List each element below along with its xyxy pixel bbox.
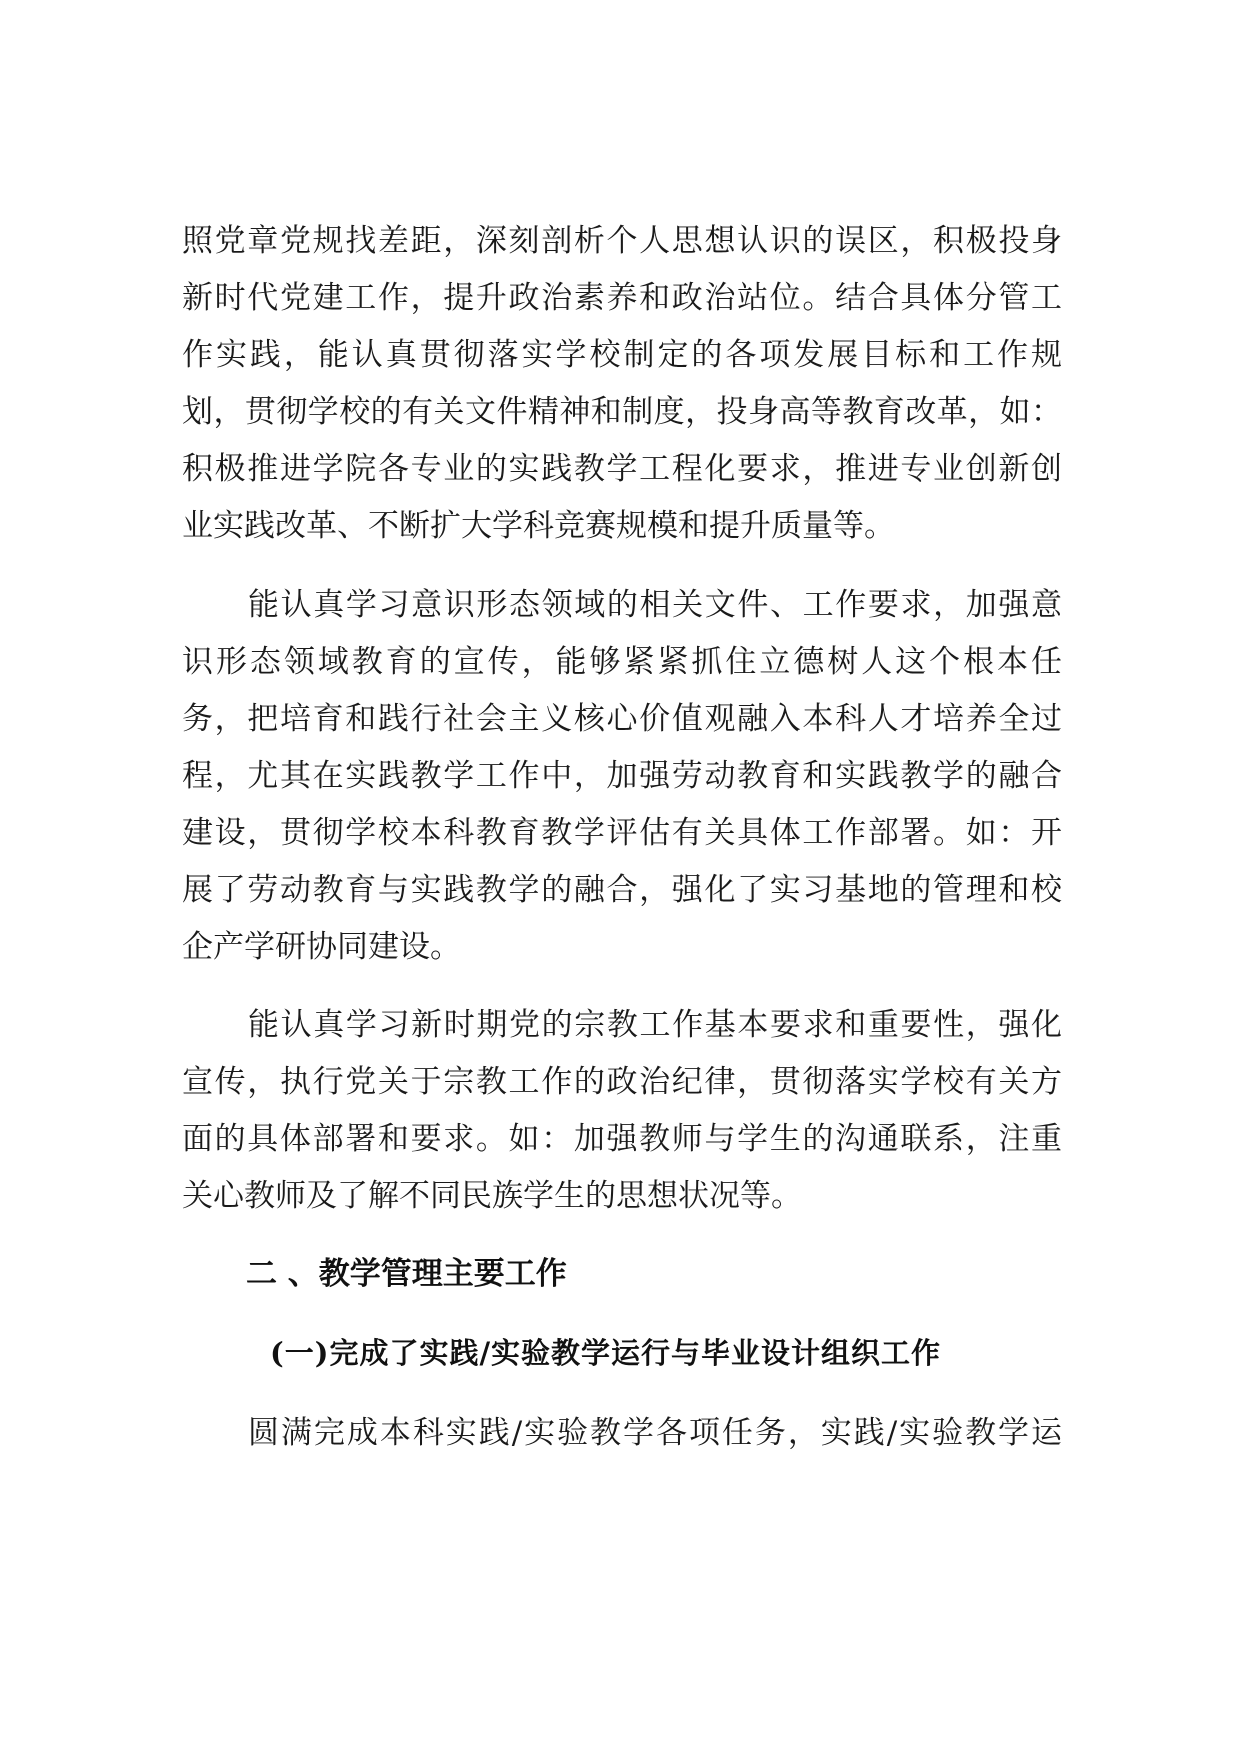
paragraph-2-line-1: 能认真学习意识形态领域的相关文件、工作要求，加强意 [248,587,1062,623]
paragraph-3-line-2: 宣传，执行党关于宗教工作的政治纪律，贯彻落实学校有关方 [182,1064,1062,1100]
paragraph-3-line-1: 能认真学习新时期党的宗教工作基本要求和重要性，强化 [248,1007,1062,1043]
subsection-heading: (一)完成了实践/实验教学运行与毕业设计组织工作 [270,1336,942,1370]
paragraph-1-line-6: 业实践改革、不断扩大学科竞赛规模和提升质量等。 [182,508,895,544]
section-heading: 二 、教学管理主要工作 [246,1256,567,1292]
paragraph-1-line-5: 积极推进学院各专业的实践教学工程化要求，推进专业创新创 [182,451,1062,487]
paragraph-3-line-3: 面的具体部署和要求。如：加强教师与学生的沟通联系，注重 [182,1121,1062,1157]
paragraph-2-line-5: 建设，贯彻学校本科教育教学评估有关具体工作部署。如：开 [182,815,1062,851]
paragraph-1-line-4: 划，贯彻学校的有关文件精神和制度，投身高等教育改革，如： [182,394,1062,430]
paragraph-1-line-2: 新时代党建工作，提升政治素养和政治站位。结合具体分管工 [182,280,1062,316]
paragraph-3-line-4: 关心教师及了解不同民族学生的思想状况等。 [182,1178,802,1214]
paragraph-2-line-7: 企产学研协同建设。 [182,929,461,965]
paragraph-1-line-3: 作实践，能认真贯彻落实学校制定的各项发展目标和工作规 [182,337,1062,373]
paragraph-1-line-1: 照党章党规找差距，深刻剖析个人思想认识的误区，积极投身 [182,223,1062,259]
paragraph-2-line-2: 识形态领域教育的宣传，能够紧紧抓住立德树人这个根本任 [182,644,1062,680]
paragraph-2-line-4: 程，尤其在实践教学工作中，加强劳动教育和实践教学的融合 [182,758,1062,794]
paragraph-2-line-6: 展了劳动教育与实践教学的融合，强化了实习基地的管理和校 [182,872,1062,908]
paragraph-4-line-1: 圆满完成本科实践/实验教学各项任务，实践/实验教学运 [248,1415,1062,1451]
paragraph-2-line-3: 务，把培育和践行社会主义核心价值观融入本科人才培养全过 [182,701,1062,737]
